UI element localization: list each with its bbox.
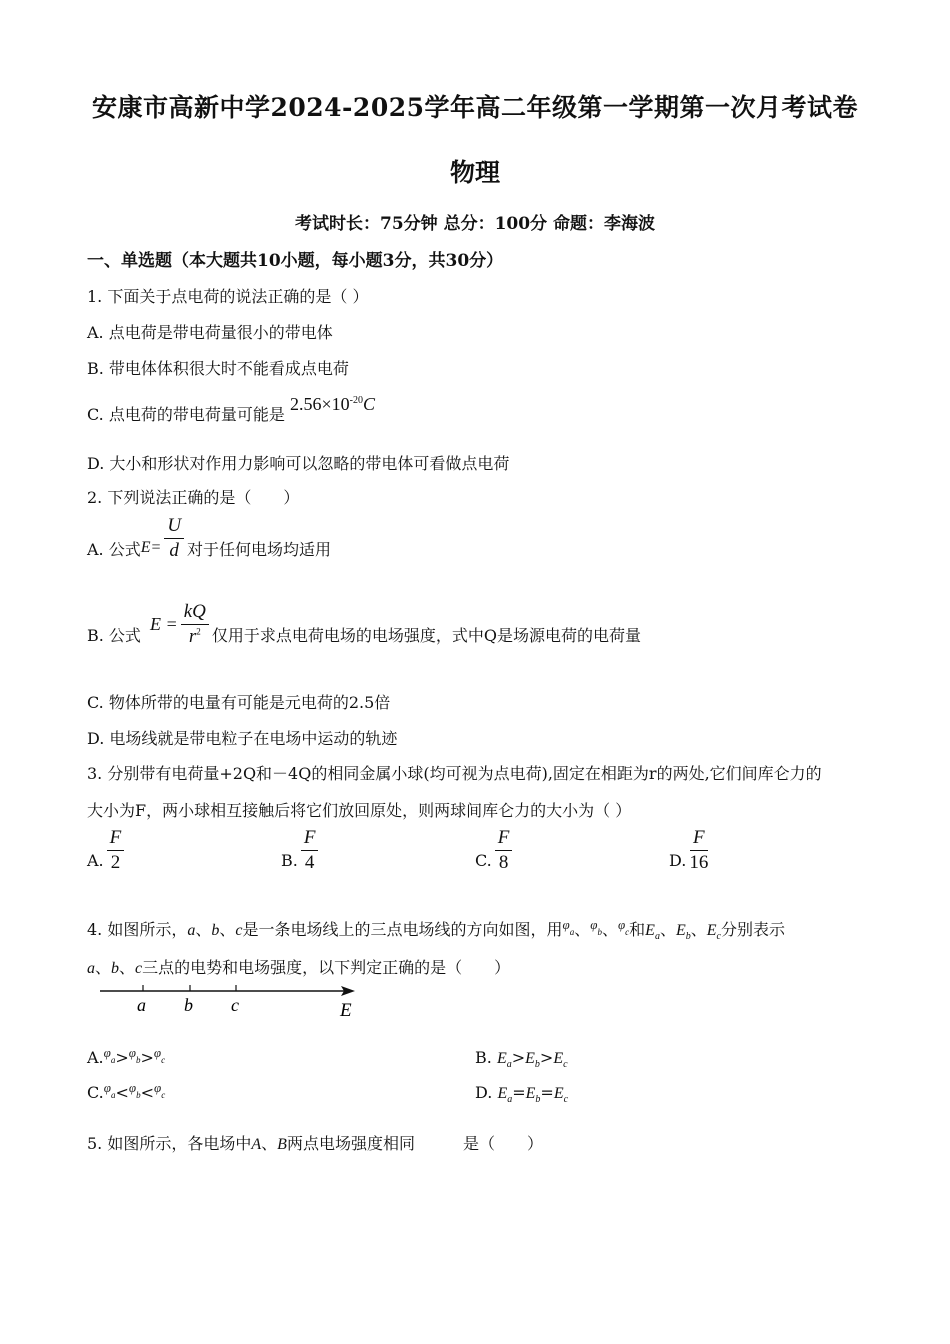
q3-d-fraction bbox=[689, 828, 708, 873]
q2-b-num: kQ bbox=[181, 602, 209, 625]
q4-od-sub-a: a bbox=[507, 1094, 513, 1106]
q3-a-den: 2 bbox=[110, 851, 121, 873]
q4-gt: > bbox=[539, 1048, 554, 1067]
q3-option-a bbox=[87, 828, 127, 873]
q3-option-d bbox=[669, 828, 711, 873]
q5-stem-p2: 两点电场强度相同 bbox=[286, 1134, 415, 1153]
q4-E-sub-b: b bbox=[685, 931, 691, 943]
q4-oc-sub-a: a bbox=[110, 1090, 116, 1100]
q3-d-num: F bbox=[690, 828, 708, 851]
q4-oc-sub-c: c bbox=[161, 1090, 166, 1100]
q4-option-b bbox=[475, 1048, 568, 1070]
q4-stem-p2: 是一条电场线上的三点电场线的方向如图，用 bbox=[242, 920, 563, 939]
q3-a-num: F bbox=[107, 828, 125, 851]
q4-E: E bbox=[553, 1085, 564, 1102]
q4-E: E bbox=[645, 922, 655, 939]
q4-sep: 、 bbox=[659, 920, 676, 939]
q3-c-num: F bbox=[495, 828, 513, 851]
q4-E: E bbox=[525, 1085, 536, 1102]
q5-stem-p1: 5. 如图所示，各电场中 bbox=[87, 1134, 252, 1153]
phi-symbol: φ bbox=[128, 1080, 137, 1095]
q4-c: c bbox=[235, 922, 243, 939]
q4-gt: > bbox=[115, 1048, 129, 1067]
q4-E-sub-c: c bbox=[716, 931, 721, 943]
q3-option-b bbox=[281, 828, 321, 873]
q4-oc-sub-b: b bbox=[136, 1090, 141, 1100]
q1-c-unit: C bbox=[362, 394, 375, 414]
q4-c-label: C. bbox=[87, 1083, 104, 1102]
q4-E-sub-a: a bbox=[654, 931, 660, 943]
q4-ob-sub-b: b bbox=[534, 1059, 540, 1071]
q4-E: E bbox=[497, 1085, 508, 1102]
q4-eq: = bbox=[512, 1083, 526, 1102]
q4-stem-line2-suffix: 三点的电势和电场强度，以下判定正确的是（ ） bbox=[142, 958, 511, 977]
q2-a-fraction bbox=[164, 516, 184, 561]
q1-c-exp: -20 bbox=[349, 395, 363, 406]
q2-b-prefix: B. 公式 bbox=[87, 625, 141, 645]
q4-a: a bbox=[87, 960, 95, 977]
label-c: c bbox=[231, 995, 239, 1015]
q5-B: B bbox=[277, 1136, 287, 1153]
label-a: a bbox=[137, 995, 146, 1015]
q2-option-b bbox=[87, 602, 641, 647]
q4-option-c bbox=[87, 1080, 166, 1102]
q4-b: b bbox=[111, 960, 120, 977]
q4-oa-sub-c: c bbox=[161, 1055, 166, 1065]
q1-option-a: A. 点电荷是带电荷量很小的带电体 bbox=[87, 323, 333, 342]
q2-a-prefix: A. 公式 bbox=[87, 539, 141, 559]
q4-and: 和 bbox=[629, 920, 646, 939]
q4-gt: > bbox=[511, 1048, 526, 1067]
phi-symbol: φ bbox=[617, 917, 626, 932]
q4-oa-sub-a: a bbox=[110, 1055, 116, 1065]
q4-sep: 、 bbox=[119, 958, 136, 977]
q4-ob-sub-c: c bbox=[563, 1059, 568, 1071]
q4-E: E bbox=[525, 1050, 535, 1067]
q4-lt: < bbox=[115, 1083, 129, 1102]
label-b: b bbox=[184, 995, 193, 1015]
q4-a-label: A. bbox=[87, 1048, 104, 1067]
q4-sep: 、 bbox=[95, 958, 112, 977]
q2-a-num: U bbox=[164, 516, 184, 539]
q4-stem-line1 bbox=[87, 917, 785, 942]
q3-d-den: 16 bbox=[689, 851, 709, 873]
q4-sub-b: b bbox=[597, 927, 602, 937]
q4-d-label: D. bbox=[475, 1083, 493, 1102]
q3-b-num: F bbox=[301, 828, 319, 851]
subject-title: 物理 bbox=[449, 158, 500, 187]
q2-option-d: D. 电场线就是带电粒子在电场中运动的轨迹 bbox=[87, 729, 398, 748]
q4-sub-a: a bbox=[569, 927, 575, 937]
phi-symbol: φ bbox=[128, 1045, 136, 1060]
q4-sep: 、 bbox=[601, 920, 618, 939]
q2-b-fraction bbox=[181, 602, 209, 647]
q3-b-label: B. bbox=[281, 850, 298, 870]
q3-stem-line1: 3. 分别带有电荷量+2Q和－4Q的相同金属小球(均可视为点电荷),固定在相距为r的两处,它们间库仑力的 bbox=[87, 764, 822, 783]
q1-stem: 1. 下面关于点电荷的说法正确的是（ ） bbox=[87, 287, 369, 306]
q4-stem-line2 bbox=[87, 955, 510, 978]
q4-sep: 、 bbox=[219, 920, 236, 939]
q3-a-label: A. bbox=[87, 850, 104, 870]
exam-title: 安康市高新中学2024-2025学年高二年级第一学期第一次月考试卷 bbox=[91, 93, 859, 122]
q4-stem-p3: 分别表示 bbox=[721, 920, 786, 939]
label-E: E bbox=[340, 1000, 352, 1021]
q4-E: E bbox=[496, 1050, 507, 1067]
q1-c-value: 2.56 bbox=[289, 394, 322, 414]
q4-sep: 、 bbox=[195, 920, 212, 939]
q2-b-den-exp: 2 bbox=[196, 626, 201, 637]
q4-b-label: B. bbox=[475, 1048, 492, 1067]
q4-lt: < bbox=[140, 1083, 154, 1102]
q4-c: c bbox=[135, 960, 143, 977]
q4-ob-sub-a: a bbox=[506, 1059, 512, 1071]
q4-a: a bbox=[187, 922, 196, 939]
q2-b-suffix: 仅用于求点电荷电场的电场强度，式中Q是场源电荷的电荷量 bbox=[211, 625, 641, 645]
q3-b-fraction bbox=[301, 828, 319, 873]
q1-option-b: B. 带电体体积很大时不能看成点电荷 bbox=[87, 359, 349, 378]
q2-b-den-r: r bbox=[188, 625, 197, 647]
q1-option-d: D. 大小和形状对作用力影响可以忽略的带电体可看做点电荷 bbox=[87, 454, 510, 473]
phi-symbol: φ bbox=[103, 1080, 111, 1095]
q2-option-c: C. 物体所带的电量有可能是元电荷的2.5倍 bbox=[87, 693, 391, 712]
q1-c-times: ×10 bbox=[321, 394, 350, 414]
q2-a-den: d bbox=[169, 539, 179, 561]
q3-c-den: 8 bbox=[498, 851, 509, 873]
q3-c-fraction bbox=[495, 828, 513, 873]
q4-sub-c: c bbox=[625, 927, 630, 937]
q3-option-c bbox=[475, 828, 515, 873]
q4-option-d bbox=[475, 1083, 568, 1105]
q3-a-fraction bbox=[107, 828, 125, 873]
q4-stem-p1: 4. 如图所示， bbox=[87, 920, 188, 939]
q1-option-c-formula bbox=[290, 394, 375, 414]
q5-stem-p3: 是（ ） bbox=[462, 1134, 543, 1153]
q4-eq: = bbox=[540, 1083, 554, 1102]
q2-b-lhs: E = bbox=[150, 613, 178, 634]
q2-option-a bbox=[87, 516, 331, 561]
q5-sep: 、 bbox=[261, 1134, 278, 1153]
q4-oa-sub-b: b bbox=[135, 1055, 141, 1065]
q5-stem bbox=[87, 1131, 543, 1154]
q2-stem: 2. 下列说法正确的是（ ） bbox=[87, 488, 300, 507]
q1-option-c bbox=[87, 394, 375, 425]
phi-symbol: φ bbox=[590, 917, 598, 932]
field-line-figure bbox=[95, 982, 365, 1024]
q4-od-sub-b: b bbox=[535, 1094, 541, 1106]
phi-symbol: φ bbox=[153, 1045, 162, 1060]
q3-c-label: C. bbox=[475, 850, 492, 870]
phi-symbol: φ bbox=[153, 1080, 162, 1095]
q4-option-a bbox=[87, 1045, 166, 1067]
q2-a-suffix: 对于任何电场均适用 bbox=[187, 539, 332, 559]
q4-b: b bbox=[211, 922, 220, 939]
q1-option-c-prefix: C. 点电荷的带电荷量可能是 bbox=[87, 405, 285, 424]
q3-b-den: 4 bbox=[304, 851, 315, 873]
q4-od-sub-c: c bbox=[563, 1094, 569, 1106]
q2-a-lhs: E= bbox=[140, 539, 162, 557]
q4-sep: 、 bbox=[574, 920, 591, 939]
phi-symbol: φ bbox=[562, 917, 570, 932]
q3-d-label: D. bbox=[669, 850, 687, 870]
q5-A: A bbox=[251, 1136, 262, 1153]
q3-stem-line2: 大小为F，两小球相互接触后将它们放回原处，则两球间库仑力的大小为（ ） bbox=[87, 801, 632, 820]
q4-sep: 、 bbox=[690, 920, 707, 939]
phi-symbol: φ bbox=[103, 1045, 111, 1060]
q4-E: E bbox=[553, 1050, 564, 1067]
q4-E: E bbox=[675, 922, 686, 939]
q2-b-den bbox=[189, 625, 201, 647]
q4-gt: > bbox=[140, 1048, 154, 1067]
section-heading: 一、单选题（本大题共10小题，每小题3分，共30分） bbox=[87, 251, 504, 271]
exam-info: 考试时长：75分钟 总分：100分 命题：李海波 bbox=[295, 214, 655, 234]
q4-E: E bbox=[706, 922, 717, 939]
